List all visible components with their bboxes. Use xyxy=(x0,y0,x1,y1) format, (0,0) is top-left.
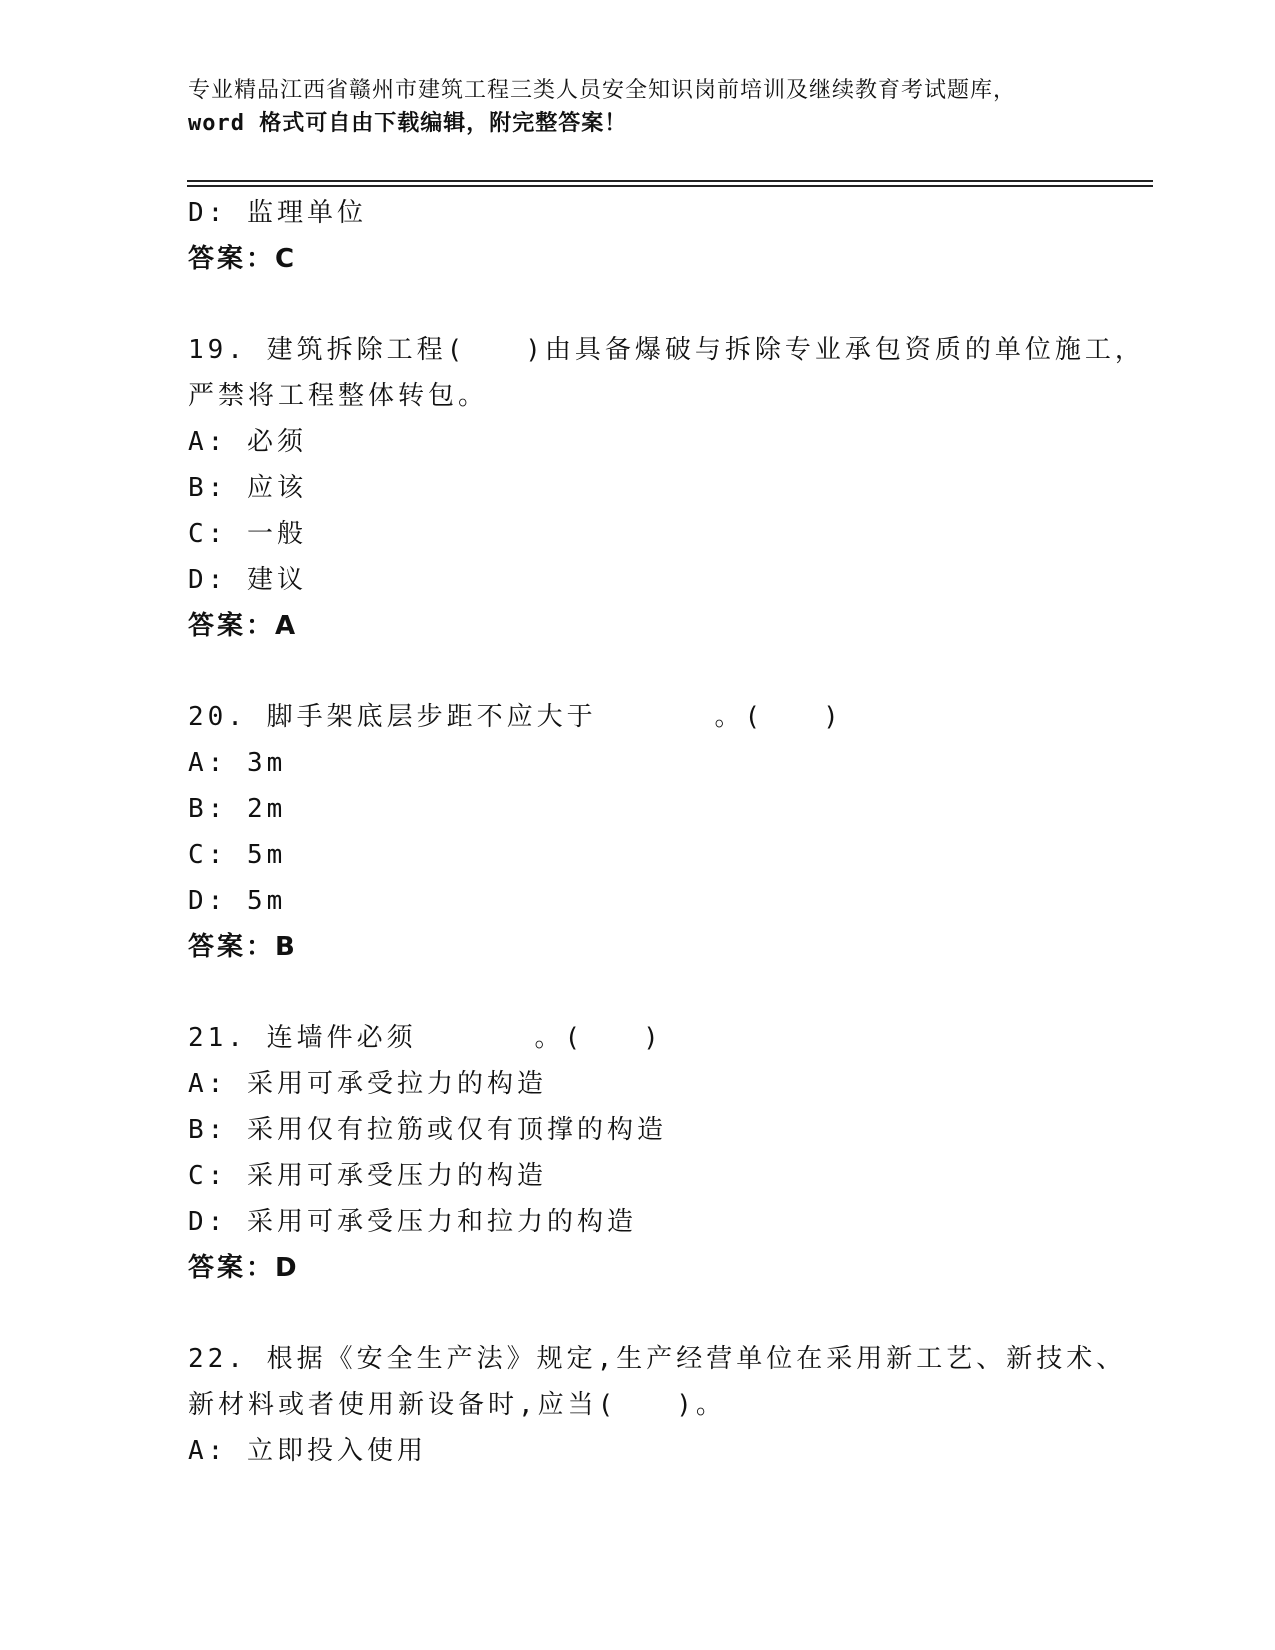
option-c: C: 采用可承受压力的构造 xyxy=(188,1161,547,1191)
option-c: C: 一般 xyxy=(188,519,307,549)
question-block-18-tail xyxy=(188,190,1088,282)
header-divider-bottom xyxy=(187,185,1153,187)
option-line: D: 监理单位 xyxy=(188,198,367,228)
block-spacer xyxy=(188,1291,1088,1336)
block-spacer xyxy=(188,282,1088,327)
option-a: A: 必须 xyxy=(188,427,307,457)
question-text: 19. 建筑拆除工程( )由具备爆破与拆除专业承包资质的单位施工， xyxy=(188,335,1145,365)
option-a: A: 立即投入使用 xyxy=(188,1436,427,1466)
answer-line: 答案：A xyxy=(188,611,299,641)
answer-line: 答案：B xyxy=(188,932,298,962)
option-a: A: 采用可承受拉力的构造 xyxy=(188,1069,547,1099)
answer-line: 答案：C xyxy=(188,244,298,274)
block-spacer xyxy=(188,970,1088,1015)
document-header xyxy=(188,74,1088,140)
option-d: D: 5m xyxy=(188,886,287,916)
question-block-22 xyxy=(188,1336,1127,1474)
header-title-line-2: word 格式可自由下载编辑，附完整答案！ xyxy=(188,111,628,136)
question-block-20 xyxy=(188,694,1088,970)
option-d: D: 采用可承受压力和拉力的构造 xyxy=(188,1207,637,1237)
question-text-continued: 新材料或者使用新设备时,应当( )。 xyxy=(188,1390,726,1420)
option-b: B: 2m xyxy=(188,794,287,824)
question-text-continued: 严禁将工程整体转包。 xyxy=(188,381,489,411)
answer-line: 答案：D xyxy=(188,1253,300,1283)
header-divider-top xyxy=(187,180,1153,182)
question-block-21 xyxy=(188,1015,1088,1291)
option-b: B: 采用仅有拉筋或仅有顶撑的构造 xyxy=(188,1115,667,1145)
question-text: 20. 脚手架底层步距不应大于 。( ) xyxy=(188,702,843,732)
question-list xyxy=(188,190,1145,1474)
option-d: D: 建议 xyxy=(188,565,307,595)
question-block-19 xyxy=(188,327,1145,649)
question-text: 21. 连墙件必须 。( ) xyxy=(188,1023,663,1053)
block-spacer xyxy=(188,649,1088,694)
header-title-line-1: 专业精品江西省赣州市建筑工程三类人员安全知识岗前培训及继续教育考试题库， xyxy=(188,78,1017,103)
option-b: B: 应该 xyxy=(188,473,307,503)
question-text: 22. 根据《安全生产法》规定,生产经营单位在采用新工艺、新技术、 xyxy=(188,1344,1127,1374)
option-c: C: 5m xyxy=(188,840,287,870)
option-a: A: 3m xyxy=(188,748,287,778)
